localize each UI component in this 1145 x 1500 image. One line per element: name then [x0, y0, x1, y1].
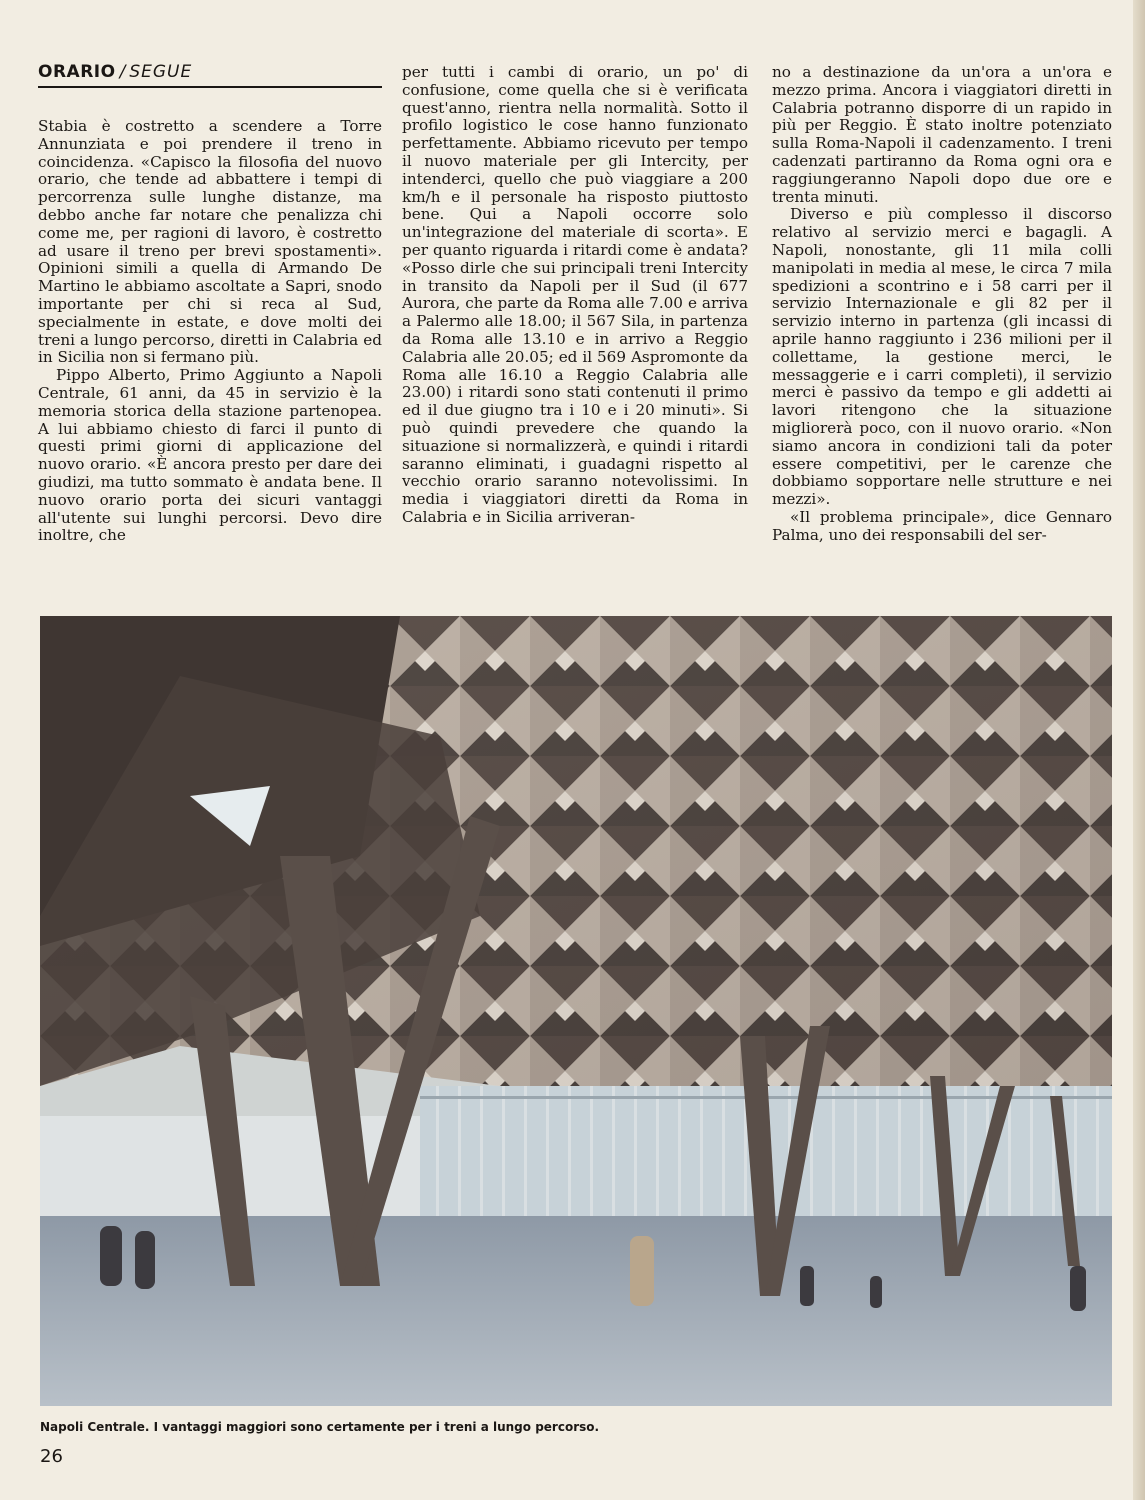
text-column-1: [38, 118, 382, 545]
paragraph: «Il problema principale», dice Gennaro Palma, uno dei responsabili del ser-: [772, 507, 1112, 544]
text-column-2: [402, 64, 748, 527]
paragraph: no a destinazione da un'ora a un'ora e mezzo prima. Ancora i viaggiatori diretti in Calabria potranno disporre di un rapido in più per Reggio. È stato inoltre potenziato sulla Roma-Napoli il cadenzamento. I treni cadenzati partiranno da Roma ogni ora e raggiungeranno Napoli dopo due ore e trenta minuti.: [772, 63, 1112, 206]
station-photo: [40, 616, 1112, 1406]
paragraph: Diverso e più complesso il discorso relativo al servizio merci e bagagli. A Napoli, nonostante, gli 11 mila colli manipolati in media al mese, le circa 7 mila spedizioni a scontrino e i 58 carri per il servizio Internazionale e gli 82 per il servizio interno in partenza (gli incassi di aprile hanno raggiunto i 236 milioni per il collettame, la gestione merci, le messaggerie e i carri completi), il servizio merci è passivo da tempo e gli addetti ai lavori ritengono che la situazione migliorerà poco, con il nuovo orario. «Non siamo ancora in condizioni tali da poter essere competitivi, per le carenze che dobbiamo sopportare nelle strutture e nei mezzi».: [772, 205, 1112, 509]
section-subtitle: SEGUE: [129, 62, 193, 82]
page-gutter: [1133, 0, 1145, 1500]
paragraph: Stabia è costretto a scendere a Torre Annunziata e poi prendere il treno in coincidenza. «Capisco la filosofia del nuovo orario, che tende ad abbattere i tempi di percorrenza sulle lunghe distanze, ma debbo anche far notare che penalizza chi come me, per ragioni di lavoro, è costretto ad usare il treno per brevi spostamenti». Opinioni simili a quella di Armando De Martino le abbiamo ascoltate a Sapri, snodo importante per chi si reca al Sud, specialmente in estate, e dove molti dei treni a lungo percorso, diretti in Calabria ed in Sicilia non si fermano più.: [38, 117, 382, 367]
paragraph: per tutti i cambi di orario, un po' di confusione, come quella che si è verificata quest'anno, rientra nella normalità. Sotto il profilo logistico le cose hanno funzionato perfettamente. Abbiamo ricevuto per tempo il nuovo materiale per gli Intercity, per intenderci, quello che può viaggiare a 200 km/h e il personale ha risposto piuttosto bene. Qui a Napoli occorre solo un'integrazione del materiale di scorta». E per quanto riguarda i ritardi come è andata? «Posso dirle che sui principali treni Intercity in transito da Napoli per il Sud (il 677 Aurora, che parte da Roma alle 7.00 e arriva a Palermo alle 18.00; il 567 Sila, in partenza da Roma alle 13.10 e in arrivo a Reggio Calabria alle 20.05; ed il 569 Aspromonte da Roma alle 16.10 a Reggio Calabria alle 23.00) i ritardi sono stati contenuti il primo ed il due giugno tra i 10 e i 20 minuti». Si può quindi prevedere che quando la situazione si normalizzerà, e quindi i ritardi saranno eliminati, i guadagni rispetto al vecchio orario saranno notevolissimi. In media i viaggiatori diretti da Roma in Calabria e in Sicilia arriveran-: [402, 63, 748, 526]
text-column-3: [772, 64, 1112, 545]
section-header: [38, 62, 382, 88]
station-illustration: [40, 616, 1112, 1406]
page-number: 26: [40, 1446, 63, 1467]
photo-caption: Napoli Centrale. I vantaggi maggiori sono certamente per i treni a lungo percorso.: [40, 1420, 600, 1434]
paragraph: Pippo Alberto, Primo Aggiunto a Napoli Centrale, 61 anni, da 45 in servizio è la memoria storica della stazione partenopea. A lui abbiamo chiesto di farci il punto di questi primi giorni di applicazione del nuovo orario. «È ancora presto per dare dei giudizi, ma tutto sommato è andata bene. Il nuovo orario porta dei sicuri vantaggi all'utente sui lunghi percorsi. Devo dire inoltre, che: [38, 366, 382, 545]
section-title: ORARIO: [38, 62, 116, 82]
header-separator: /: [119, 62, 126, 82]
